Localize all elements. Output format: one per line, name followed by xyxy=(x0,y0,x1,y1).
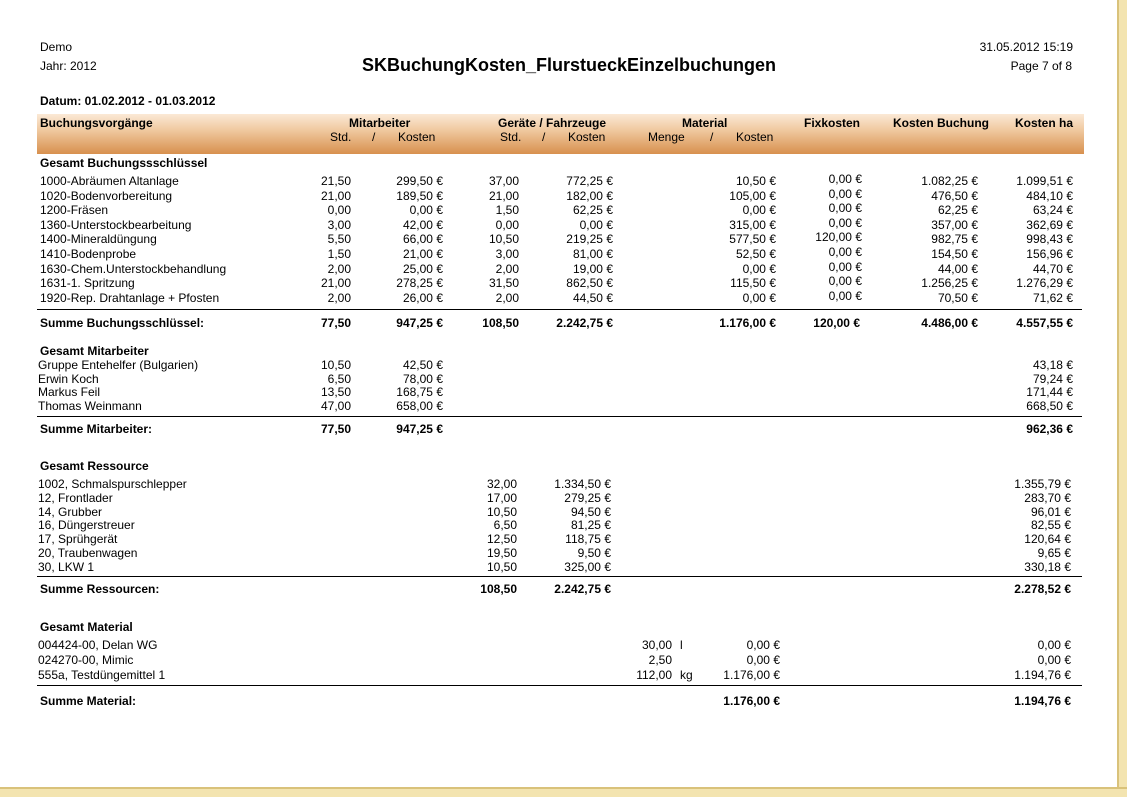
cell-ma-std: 0,00 xyxy=(327,203,351,218)
cell-kosten: 118,75 € xyxy=(565,532,611,547)
cell-ge-std: 3,00 xyxy=(495,247,519,261)
divider xyxy=(37,685,1082,686)
cell-kosten-ha: 668,50 € xyxy=(1026,399,1073,414)
cell-kosten-buchung: 1.256,25 € xyxy=(921,276,978,291)
cell-kosten-ha: 0,00 € xyxy=(1037,638,1071,652)
cell-kosten-ha: 362,69 € xyxy=(1026,217,1073,232)
cell-fixkosten: 0,00 € xyxy=(828,288,862,303)
cell-name: 1000-Abräumen Altanlage xyxy=(40,174,179,188)
cell-kosten: 81,25 € xyxy=(570,518,611,533)
cell-unit: kg xyxy=(680,668,693,682)
cell-fixkosten: 0,00 € xyxy=(828,274,862,289)
table-row xyxy=(0,491,1127,505)
col-separator: / xyxy=(372,130,376,144)
cell-kosten-ha: 44,70 € xyxy=(1032,261,1073,276)
cell-name: 14, Grubber xyxy=(38,504,103,519)
col-std-geraete: Std. xyxy=(500,130,522,144)
cell-name: Erwin Koch xyxy=(38,371,99,386)
cell-kosten-buchung: 70,50 € xyxy=(937,290,978,305)
cell-fixkosten: 0,00 € xyxy=(828,245,862,259)
cell-ma-std: 3,00 xyxy=(327,217,351,232)
page-indicator: Page 7 of 8 xyxy=(1010,59,1072,73)
cell-kosten-ha: 43,18 € xyxy=(1032,358,1073,372)
table-row xyxy=(0,358,1127,372)
cell-ma-kosten: 26,00 € xyxy=(402,290,443,305)
cell-std: 6,50 xyxy=(493,518,517,533)
company-name: Demo xyxy=(40,40,73,54)
mitarbeiter-sum-row xyxy=(0,422,1127,436)
cell-ma-std: 21,00 xyxy=(320,188,351,203)
col-mitarbeiter: Mitarbeiter xyxy=(349,116,411,130)
cell-kosten-ha: 998,43 € xyxy=(1026,232,1073,247)
cell-kosten-ha: 1.355,79 € xyxy=(1014,477,1071,491)
cell-mat-kosten: 115,50 € xyxy=(730,276,776,291)
sum-kosten: 947,25 € xyxy=(396,422,443,436)
cell-ma-kosten: 25,00 € xyxy=(402,261,443,276)
cell-name: 30, LKW 1 xyxy=(38,559,95,574)
cell-ma-kosten: 66,00 € xyxy=(402,232,443,247)
cell-mat-kosten: 52,50 € xyxy=(735,247,776,261)
col-kosten-ha: Kosten ha xyxy=(1015,116,1074,130)
cell-name: 1631-1. Spritzung xyxy=(40,276,135,291)
table-row xyxy=(0,276,1127,290)
cell-mat-kosten: 105,00 € xyxy=(729,188,776,203)
cell-kosten-buchung: 476,50 € xyxy=(931,188,978,203)
cell-ge-kosten: 0,00 € xyxy=(579,217,613,232)
cell-ma-std: 2,00 xyxy=(327,261,351,276)
cell-ma-std: 5,50 xyxy=(327,232,351,247)
section-title-buchung: Gesamt Buchungssschlüssel xyxy=(40,156,208,170)
cell-kosten-ha: 71,62 € xyxy=(1032,290,1073,305)
cell-ge-kosten: 862,50 € xyxy=(566,276,613,291)
cell-ma-kosten: 278,25 € xyxy=(396,276,443,291)
cell-ma-kosten: 21,00 € xyxy=(402,247,443,261)
cell-ge-kosten: 19,00 € xyxy=(572,261,613,276)
cell-kosten-ha: 330,18 € xyxy=(1024,559,1071,574)
cell-kosten-ha: 63,24 € xyxy=(1032,203,1073,218)
cell-ma-kosten: 0,00 € xyxy=(409,203,443,218)
table-row xyxy=(0,638,1127,652)
col-kosten-buchung: Kosten Buchung xyxy=(893,116,989,130)
table-row xyxy=(0,232,1127,246)
cell-std: 6,50 xyxy=(327,371,351,386)
cell-kosten: 0,00 € xyxy=(746,638,780,652)
cell-kosten-ha: 171,44 € xyxy=(1026,385,1073,400)
cell-kosten-buchung: 44,00 € xyxy=(937,261,978,276)
cell-ge-kosten: 62,25 € xyxy=(572,203,613,218)
cell-name: 1400-Mineraldüngung xyxy=(40,232,157,247)
cell-std: 13,50 xyxy=(320,385,351,400)
table-row xyxy=(0,399,1127,413)
window-frame-bottom xyxy=(0,787,1127,797)
col-geraete: Geräte / Fahrzeuge xyxy=(498,116,607,130)
table-row xyxy=(0,186,1127,203)
table-row xyxy=(0,477,1127,491)
cell-menge: 2,50 xyxy=(648,653,672,667)
cell-ge-std: 10,50 xyxy=(488,232,519,247)
cell-menge: 30,00 xyxy=(641,638,672,652)
divider xyxy=(37,309,1082,310)
section-title-mitarbeiter: Gesamt Mitarbeiter xyxy=(40,344,149,358)
cell-kosten-ha: 1.276,29 € xyxy=(1016,276,1073,291)
col-kosten-material: Kosten xyxy=(736,130,774,144)
cell-ge-kosten: 219,25 € xyxy=(566,232,613,247)
cell-std: 17,00 xyxy=(486,490,517,505)
table-row xyxy=(0,203,1127,217)
cell-ge-std: 31,50 xyxy=(488,276,519,291)
table-row xyxy=(0,532,1127,546)
table-row xyxy=(0,653,1127,667)
cell-kosten-buchung: 62,25 € xyxy=(937,203,978,218)
table-row xyxy=(0,505,1127,519)
cell-std: 47,00 xyxy=(320,399,351,414)
col-kosten-geraete: Kosten xyxy=(568,130,606,144)
cell-kosten-ha: 156,96 € xyxy=(1026,247,1073,261)
cell-kosten-buchung: 154,50 € xyxy=(931,247,978,261)
cell-kosten: 325,00 € xyxy=(564,559,611,574)
sum-ge-kosten: 2.242,75 € xyxy=(556,316,613,330)
cell-kosten-ha: 484,10 € xyxy=(1026,188,1073,203)
cell-name: 1200-Fräsen xyxy=(40,203,109,218)
cell-ge-std: 21,00 xyxy=(488,188,519,203)
cell-ge-kosten: 182,00 € xyxy=(566,188,613,203)
cell-fixkosten: 0,00 € xyxy=(828,186,862,201)
cell-name: Thomas Weinmann xyxy=(38,399,142,414)
report-datetime: 31.05.2012 15:19 xyxy=(979,40,1073,54)
sum-kosten-ha: 4.557,55 € xyxy=(1016,316,1073,330)
sum-label: Summe Material: xyxy=(40,694,137,708)
cell-ma-std: 21,50 xyxy=(320,174,351,188)
buchung-sum-row xyxy=(0,316,1127,330)
cell-fixkosten: 0,00 € xyxy=(828,201,862,216)
date-range: Datum: 01.02.2012 - 01.03.2012 xyxy=(40,94,216,108)
cell-kosten-ha: 0,00 € xyxy=(1037,653,1071,667)
sum-ma-std: 77,50 xyxy=(320,316,351,330)
cell-mat-kosten: 577,50 € xyxy=(729,232,776,247)
cell-name: 12, Frontlader xyxy=(38,490,113,505)
cell-fixkosten: 0,00 € xyxy=(828,215,862,230)
cell-ma-std: 21,00 xyxy=(320,276,351,291)
cell-kosten: 9,50 € xyxy=(577,546,611,560)
sum-kosten-ha: 962,36 € xyxy=(1026,422,1073,436)
cell-name: 1360-Unterstockbearbeitung xyxy=(40,217,192,232)
cell-kosten: 279,25 € xyxy=(564,490,611,505)
cell-name: 004424-00, Delan WG xyxy=(38,638,158,652)
cell-fixkosten: 0,00 € xyxy=(828,259,862,274)
col-separator: / xyxy=(542,130,546,144)
cell-kosten: 168,75 € xyxy=(396,385,443,400)
col-material: Material xyxy=(682,116,728,130)
cell-fixkosten: 120,00 € xyxy=(815,230,862,245)
cell-kosten: 1.334,50 € xyxy=(554,477,611,491)
cell-mat-kosten: 0,00 € xyxy=(742,290,776,305)
cell-fixkosten: 0,00 € xyxy=(828,172,862,186)
table-row xyxy=(0,560,1127,574)
cell-name: 1630-Chem.Unterstockbehandlung xyxy=(40,261,227,276)
cell-menge: 112,00 xyxy=(636,668,672,682)
cell-ge-std: 1,50 xyxy=(495,203,519,218)
cell-kosten-ha: 1.099,51 € xyxy=(1016,174,1073,188)
cell-ma-kosten: 42,00 € xyxy=(402,217,443,232)
sum-label: Summe Mitarbeiter: xyxy=(40,422,153,436)
cell-kosten: 94,50 € xyxy=(570,504,611,519)
cell-kosten-ha: 9,65 € xyxy=(1037,546,1071,560)
cell-name: 024270-00, Mimic xyxy=(38,653,134,667)
cell-ma-std: 2,00 xyxy=(327,290,351,305)
cell-name: 1020-Bodenvorbereitung xyxy=(40,188,173,203)
cell-kosten-ha: 120,64 € xyxy=(1024,532,1071,547)
sum-label: Summe Buchungsschlüssel: xyxy=(40,316,205,330)
table-row xyxy=(0,259,1127,276)
cell-kosten: 658,00 € xyxy=(396,399,443,414)
cell-ge-std: 37,00 xyxy=(488,174,519,188)
col-separator: / xyxy=(710,130,714,144)
table-row xyxy=(0,215,1127,232)
table-row xyxy=(0,518,1127,532)
cell-std: 10,50 xyxy=(320,358,351,372)
cell-kosten-ha: 1.194,76 € xyxy=(1014,668,1071,682)
cell-ge-std: 2,00 xyxy=(495,290,519,305)
col-menge: Menge xyxy=(648,130,685,144)
col-buchungsvorgaenge: Buchungsvorgänge xyxy=(40,116,153,130)
sum-ma-kosten: 947,25 € xyxy=(396,316,443,330)
cell-kosten-buchung: 982,75 € xyxy=(931,232,978,247)
cell-ma-std: 1,50 xyxy=(327,247,351,261)
cell-kosten-ha: 283,70 € xyxy=(1024,490,1071,505)
sum-std: 108,50 xyxy=(480,582,517,596)
cell-kosten: 78,00 € xyxy=(402,371,443,386)
cell-kosten: 0,00 € xyxy=(746,653,780,667)
sum-ge-std: 108,50 xyxy=(482,316,519,330)
cell-kosten-ha: 96,01 € xyxy=(1030,504,1071,519)
cell-kosten-ha: 79,24 € xyxy=(1032,371,1073,386)
cell-ma-kosten: 189,50 € xyxy=(396,188,443,203)
cell-kosten-buchung: 357,00 € xyxy=(931,217,978,232)
cell-mat-kosten: 315,00 € xyxy=(729,217,776,232)
table-row xyxy=(0,372,1127,386)
cell-ge-kosten: 81,00 € xyxy=(572,247,613,261)
ressource-sum-row xyxy=(0,582,1127,596)
cell-ge-kosten: 44,50 € xyxy=(572,290,613,305)
table-row xyxy=(0,546,1127,560)
cell-name: Gruppe Entehelfer (Bulgarien) xyxy=(38,358,199,372)
table-row xyxy=(0,288,1127,305)
cell-std: 19,50 xyxy=(486,546,517,560)
cell-name: 555a, Testdüngemittel 1 xyxy=(38,668,166,682)
year-label: Jahr: 2012 xyxy=(40,59,97,73)
table-row xyxy=(0,174,1127,188)
sum-kosten-ha: 1.194,76 € xyxy=(1014,694,1071,708)
cell-std: 10,50 xyxy=(486,504,517,519)
cell-name: 1920-Rep. Drahtanlage + Pfosten xyxy=(40,290,220,305)
cell-mat-kosten: 0,00 € xyxy=(742,261,776,276)
sum-kosten-ha: 2.278,52 € xyxy=(1014,582,1071,596)
cell-kosten: 1.176,00 € xyxy=(723,668,780,682)
report-title: SKBuchungKosten_FlurstueckEinzelbuchungen xyxy=(362,55,777,75)
cell-ma-kosten: 299,50 € xyxy=(396,174,443,188)
cell-name: Markus Feil xyxy=(38,385,101,400)
sum-kosten: 2.242,75 € xyxy=(554,582,611,596)
cell-mat-kosten: 0,00 € xyxy=(742,203,776,218)
divider xyxy=(37,416,1082,417)
cell-name: 20, Traubenwagen xyxy=(38,546,138,560)
cell-kosten-buchung: 1.082,25 € xyxy=(921,174,978,188)
cell-std: 10,50 xyxy=(486,559,517,574)
section-title-material: Gesamt Material xyxy=(40,620,133,634)
table-row xyxy=(0,385,1127,399)
cell-unit: l xyxy=(680,638,683,652)
divider xyxy=(37,576,1082,577)
cell-name: 1002, Schmalspurschlepper xyxy=(38,477,187,491)
cell-kosten: 42,50 € xyxy=(402,358,443,372)
col-fixkosten: Fixkosten xyxy=(804,116,861,130)
sum-fixkosten: 120,00 € xyxy=(813,316,860,330)
table-row xyxy=(0,668,1127,682)
sum-kosten: 1.176,00 € xyxy=(723,694,780,708)
cell-name: 16, Düngerstreuer xyxy=(38,518,135,533)
cell-ge-std: 0,00 xyxy=(495,217,519,232)
sum-kosten-buchung: 4.486,00 € xyxy=(921,316,978,330)
cell-kosten-ha: 82,55 € xyxy=(1030,518,1071,533)
cell-ge-std: 2,00 xyxy=(495,261,519,276)
material-sum-row xyxy=(0,694,1127,708)
sum-mat-kosten: 1.176,00 € xyxy=(719,316,776,330)
cell-mat-kosten: 10,50 € xyxy=(735,174,776,188)
col-kosten-mitarbeiter: Kosten xyxy=(398,130,436,144)
section-title-ressource: Gesamt Ressource xyxy=(40,459,149,473)
table-row xyxy=(0,247,1127,261)
cell-std: 12,50 xyxy=(486,532,517,547)
cell-ge-kosten: 772,25 € xyxy=(566,174,613,188)
cell-std: 32,00 xyxy=(486,477,517,491)
sum-std: 77,50 xyxy=(320,422,351,436)
cell-name: 17, Sprühgerät xyxy=(38,532,118,547)
sum-label: Summe Ressourcen: xyxy=(40,582,160,596)
cell-name: 1410-Bodenprobe xyxy=(40,247,137,261)
col-std-mitarbeiter: Std. xyxy=(330,130,352,144)
